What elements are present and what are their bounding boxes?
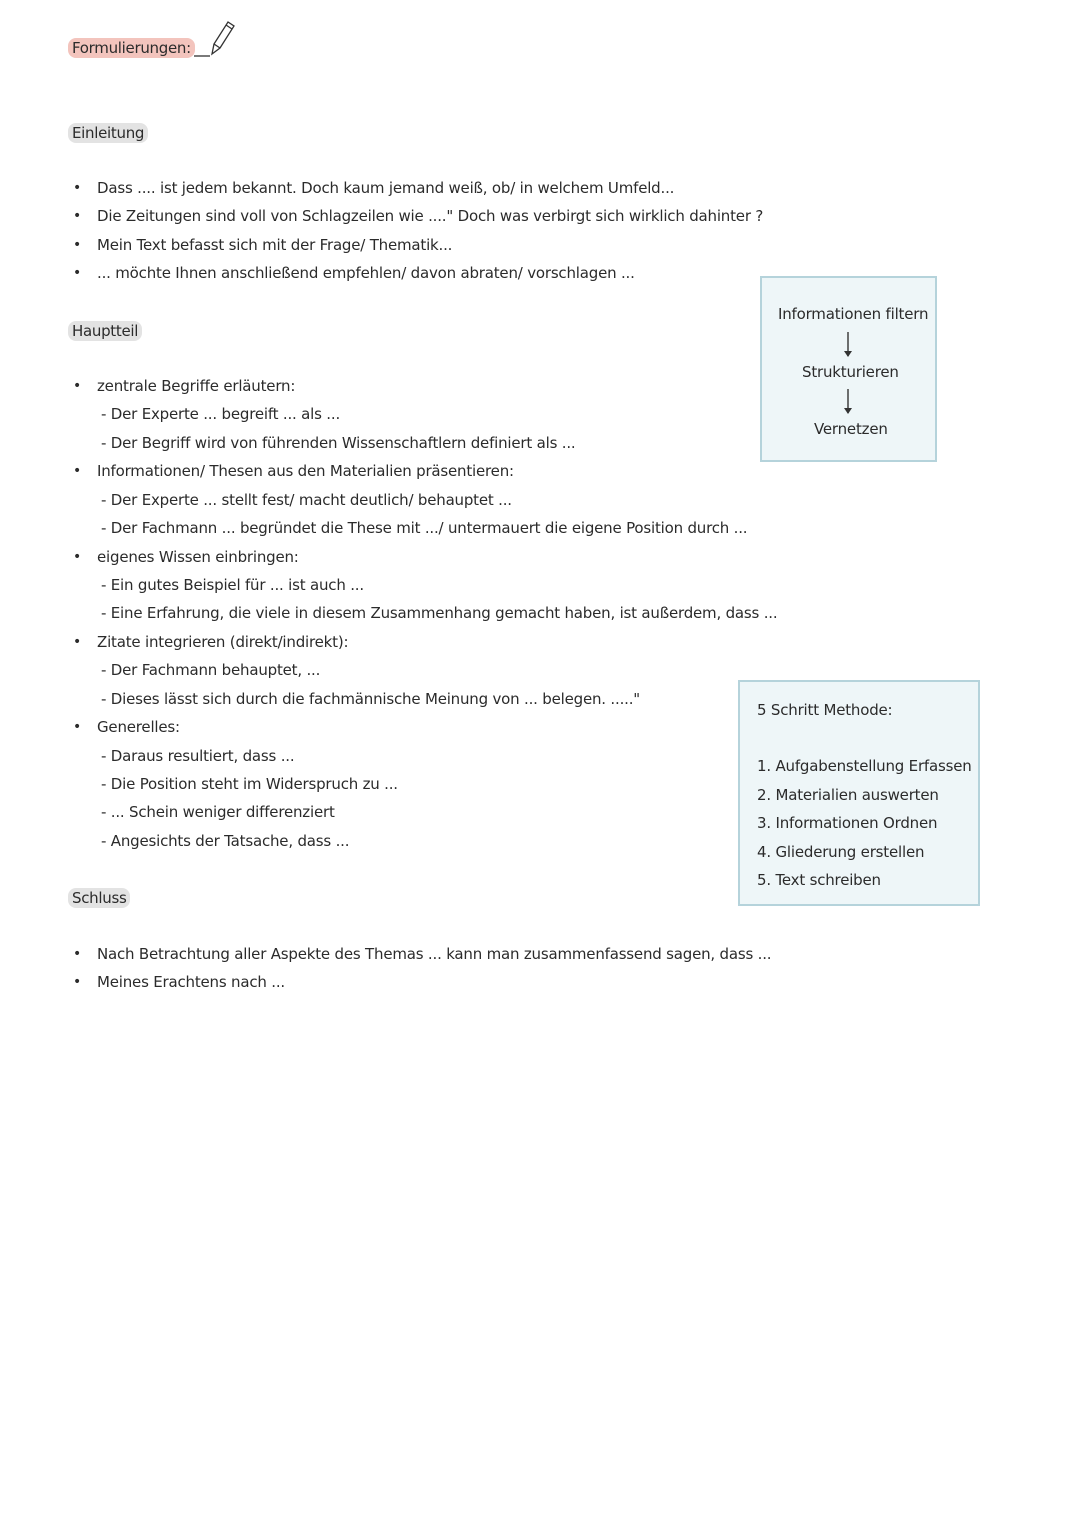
flow-step: Strukturieren (802, 363, 899, 381)
bullet: • (73, 719, 82, 735)
einleitung-item: Dass .... ist jedem bekannt. Doch kaum jemand weiß, ob/ in welchem Umfeld... (97, 179, 675, 197)
hauptteil-sub-item: - Eine Erfahrung, die viele in diesem Zusammenhang gemacht haben, ist außerdem, dass ... (101, 604, 778, 622)
method-step: 5. Text schreiben (757, 871, 881, 889)
bullet: • (73, 549, 82, 565)
method-box-title: 5 Schritt Methode: (757, 701, 893, 719)
hauptteil-sub-item: - Dieses lässt sich durch die fachmännische Meinung von ... belegen. ....." (101, 690, 640, 708)
hauptteil-group-label: Generelles: (97, 718, 180, 736)
einleitung-item: ... möchte Ihnen anschließend empfehlen/ davon abraten/ vorschlagen ... (97, 264, 635, 282)
flow-step: Informationen filtern (778, 305, 929, 323)
hauptteil-sub-item: - Die Position steht im Widerspruch zu ... (101, 775, 398, 793)
method-box (738, 680, 980, 906)
flow-step: Vernetzen (814, 420, 888, 438)
bullet: • (73, 463, 82, 479)
schluss-item: Nach Betrachtung aller Aspekte des Themas ... kann man zusammenfassend sagen, dass ... (97, 945, 772, 963)
bullet: • (73, 974, 82, 990)
arrow-down-icon (841, 330, 855, 360)
bullet: • (73, 946, 82, 962)
method-step: 2. Materialien auswerten (757, 786, 939, 804)
hauptteil-sub-item: - Der Begriff wird von führenden Wissenschaftlern definiert als ... (101, 434, 576, 452)
hauptteil-sub-item: - Der Experte ... begreift ... als ... (101, 405, 341, 423)
schluss-item: Meines Erachtens nach ... (97, 973, 285, 991)
einleitung-item: Mein Text befasst sich mit der Frage/ Thematik... (97, 236, 453, 254)
hauptteil-group-label: Informationen/ Thesen aus den Materialien präsentieren: (97, 462, 514, 480)
bullet: • (73, 208, 82, 224)
hauptteil-group-label: zentrale Begriffe erläutern: (97, 377, 296, 395)
arrow-down-icon (841, 387, 855, 417)
method-step: 4. Gliederung erstellen (757, 843, 925, 861)
pencil-icon (192, 18, 240, 62)
hauptteil-sub-item: - Der Fachmann behauptet, ... (101, 661, 321, 679)
hauptteil-sub-item: - ... Schein weniger differenziert (101, 803, 335, 821)
heading-hauptteil: Hauptteil (68, 321, 142, 341)
bullet: • (73, 237, 82, 253)
hauptteil-group-label: eigenes Wissen einbringen: (97, 548, 299, 566)
hauptteil-sub-item: - Der Experte ... stellt fest/ macht deutlich/ behauptet ... (101, 491, 512, 509)
bullet: • (73, 378, 82, 394)
bullet: • (73, 634, 82, 650)
page-title: Formulierungen: (68, 38, 195, 58)
bullet: • (73, 265, 82, 281)
hauptteil-sub-item: - Ein gutes Beispiel für ... ist auch ... (101, 576, 364, 594)
hauptteil-sub-item: - Angesichts der Tatsache, dass ... (101, 832, 350, 850)
bullet: • (73, 180, 82, 196)
hauptteil-sub-item: - Der Fachmann ... begründet die These mit .../ untermauert die eigene Position durch ... (101, 519, 748, 537)
einleitung-item: Die Zeitungen sind voll von Schlagzeilen wie ...." Doch was verbirgt sich wirklich dahinter ? (97, 207, 764, 225)
flow-box (760, 276, 937, 462)
hauptteil-group-label: Zitate integrieren (direkt/indirekt): (97, 633, 349, 651)
method-step: 3. Informationen Ordnen (757, 814, 938, 832)
method-step: 1. Aufgabenstellung Erfassen (757, 757, 972, 775)
heading-schluss: Schluss (68, 888, 130, 908)
heading-einleitung: Einleitung (68, 123, 148, 143)
hauptteil-sub-item: - Daraus resultiert, dass ... (101, 747, 295, 765)
